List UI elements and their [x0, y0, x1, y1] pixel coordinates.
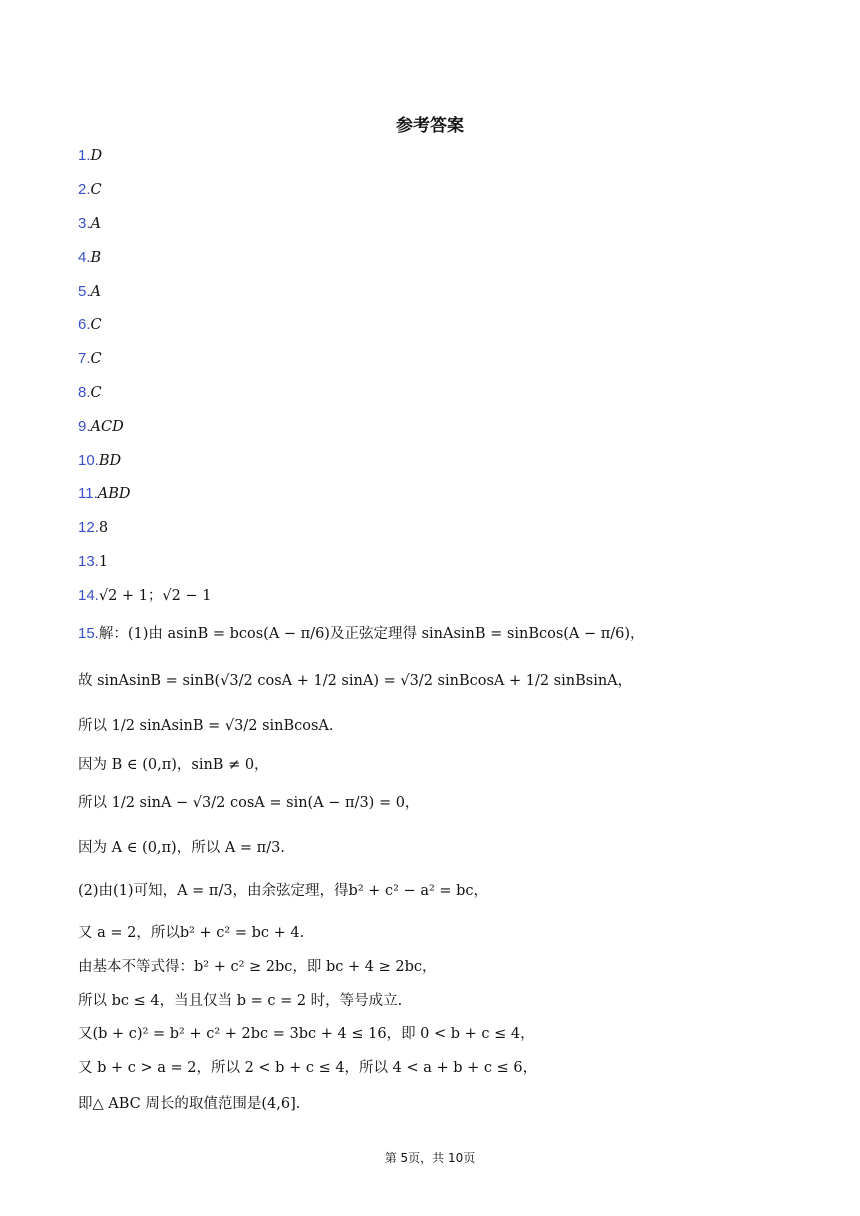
answer-6: 6.C	[78, 316, 102, 333]
answer-14: 14.√2 + 1；√2 − 1	[78, 587, 212, 604]
q15-line-7: (2)由(1)可知，A = π/3，由余弦定理，得b² + c² − a² = bc，	[78, 883, 489, 899]
page-footer: 第 5页，共 10页	[384, 1151, 476, 1165]
q15-line-6: 因为 A ∈ (0,π)，所以 A = π/3.	[78, 840, 285, 856]
q15-line-2: 故 sinAsinB = sinB(√3/2 cosA + 1/2 sinA) = √3/2 sinBcosA + 1/2 sinBsinA，	[78, 673, 633, 689]
q15-line-3: 所以 1/2 sinAsinB = √3/2 sinBcosA.	[78, 718, 334, 734]
q15-line-10: 所以 bc ≤ 4，当且仅当 b = c = 2 时，等号成立.	[78, 993, 403, 1009]
answer-10: 10.BD	[78, 452, 122, 469]
answer-8: 8.C	[78, 384, 102, 401]
q15-line-5: 所以 1/2 sinA − √3/2 cosA = sin(A − π/3) = 0，	[78, 795, 420, 811]
q15-line-4: 因为 B ∈ (0,π)，sinB ≠ 0，	[78, 757, 269, 773]
q15-line-13: 即△ ABC 周长的取值范围是(4,6].	[78, 1096, 301, 1112]
answer-1: 1.D	[78, 147, 103, 164]
answer-12: 12.8	[78, 519, 109, 536]
q15-line-9: 由基本不等式得：b² + c² ≥ 2bc，即 bc + 4 ≥ 2bc，	[78, 959, 437, 975]
answer-5: 5.A	[78, 283, 101, 300]
answer-11: 11.ABD	[78, 485, 131, 502]
answer-9: 9.ACD	[78, 418, 124, 435]
answer-13: 13.1	[78, 553, 109, 570]
answer-4: 4.B	[78, 249, 102, 266]
page-title: 参考答案	[396, 116, 464, 136]
q15-line-1: 15.解：(1)由 asinB = bcos(A − π/6)及正弦定理得 sinAsinB = sinBcos(A − π/6)，	[78, 625, 645, 642]
answer-3: 3.A	[78, 215, 101, 232]
answer-7: 7.C	[78, 350, 102, 367]
answer-2: 2.C	[78, 181, 102, 198]
q15-line-12: 又 b + c > a = 2，所以 2 < b + c ≤ 4，所以 4 < a + b + c ≤ 6，	[78, 1060, 538, 1076]
q15-line-8: 又 a = 2，所以b² + c² = bc + 4.	[78, 925, 305, 941]
q15-line-11: 又(b + c)² = b² + c² + 2bc = 3bc + 4 ≤ 16，即 0 < b + c ≤ 4，	[78, 1026, 535, 1042]
